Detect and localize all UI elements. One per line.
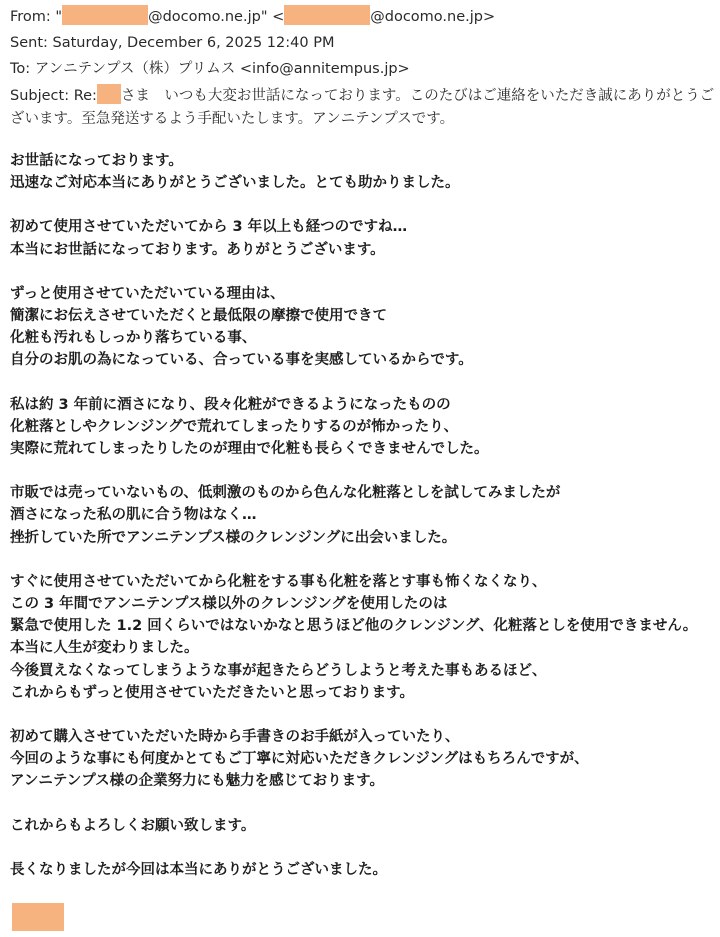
body-line: お世話になっております。 [10, 153, 183, 169]
body-line: 酒さになった私の肌に合う物はなく… [10, 507, 257, 524]
subject-text: さま いつも大変お世話になっております。このたびはご連絡をいただき誠にありがとうございます。至急発送するよう手配いたします。アンニテンプスです。 [10, 88, 715, 127]
email-printout [10, 4, 716, 903]
to-line: To: アンニテンプス（株）プリムス <info@annitempus.jp> [10, 61, 410, 77]
body-paragraph [10, 283, 716, 372]
body-paragraph [10, 394, 716, 461]
email-body [10, 150, 716, 881]
body-line: 本当に人生が変わりました。 [10, 640, 199, 657]
body-line: 本当にお世話になっております。ありがとうございます。 [10, 241, 385, 258]
from-mid: @docomo.ne.jp" < [148, 9, 285, 25]
redacted-signature [12, 903, 64, 931]
body-paragraph [10, 150, 716, 194]
body-line: 迅速なご対応本当にありがとうございました。とても助かりました。 [10, 175, 460, 192]
body-line: 化粧も汚れもしっかり落ちている事、 [10, 330, 257, 347]
from-label: From: " [10, 9, 63, 25]
from-line [10, 4, 716, 30]
body-line: ずっと使用させていただいている理由は、 [10, 285, 285, 302]
body-line: この 3 年間でアンニテンプス様以外のクレンジングを使用したのは [10, 596, 448, 613]
body-line: 初めて使用させていただいてから 3 年以上も経つのですね… [10, 219, 408, 236]
body-line: 挫折していた所でアンニテンプス様のクレンジングに出会いました。 [10, 529, 457, 546]
subject-label: Subject: Re: [10, 88, 97, 104]
body-line: 化粧落としやクレンジングで荒れてしまったりするのが怖かったり、 [10, 418, 459, 435]
body-paragraph [10, 815, 716, 837]
body-line: 自分のお肌の為になっている、合っている事を実感しているからです。 [10, 352, 473, 369]
body-line: すぐに使用させていただいてから化粧をする事も化粧を落とす事も怖くなくなり、 [10, 573, 547, 590]
body-line: アンニテンプス様の企業努力にも魅力を感じております。 [10, 773, 384, 790]
body-line: 長くなりましたが今回は本当にありがとうございました。 [10, 861, 387, 878]
body-paragraph [10, 726, 716, 793]
body-line: 市販では売っていないもの、低刺激のものから色んな化粧落としを試してみましたが [10, 485, 561, 502]
body-line: 簡潔にお伝えさせていただくと最低限の摩擦で使用できて [10, 308, 387, 325]
redacted-subject-name [97, 84, 121, 104]
redacted-name [62, 5, 148, 25]
body-paragraph [10, 571, 716, 704]
body-paragraph [10, 859, 716, 881]
body-line: 実際に荒れてしまったりしたのが理由で化粧も長らくできませんでした。 [10, 441, 489, 458]
body-paragraph [10, 216, 716, 260]
body-line: 今後買えなくなってしまうような事が起きたらどうしようと考えた事もあるほど、 [10, 662, 547, 679]
redacted-address [284, 5, 370, 25]
body-paragraph [10, 482, 716, 549]
subject-line [10, 84, 716, 131]
body-line: 今回のような事にも何度かとてもご丁寧に対応いただきクレンジングはもちろんですが、 [10, 751, 589, 768]
sent-line: Sent: Saturday, December 6, 2025 12:40 PM [10, 35, 335, 51]
from-end: @docomo.ne.jp> [370, 9, 496, 25]
body-line: これからもよろしくお願い致します。 [10, 817, 256, 834]
body-line: 初めて購入させていただいた時から手書きのお手紙が入っていたり、 [10, 729, 460, 746]
body-line: これからもずっと使用させていただきたいと思っております。 [10, 684, 414, 701]
body-line: 緊急で使用した 1.2 回くらいではないかなと思うほど他のクレンジング、化粧落としを使用できません。 [10, 618, 698, 635]
body-line: 私は約 3 年前に酒さになり、段々化粧ができるようになったものの [10, 396, 451, 413]
